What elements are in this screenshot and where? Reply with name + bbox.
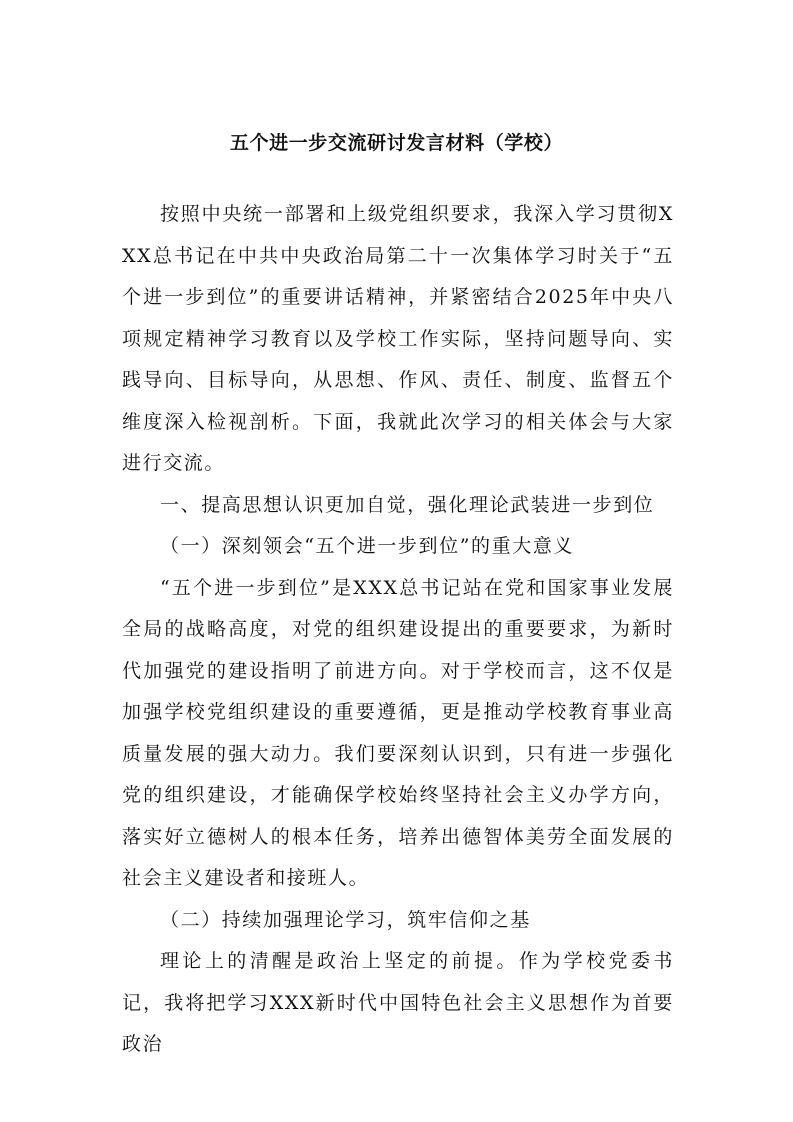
subsection-1-paragraph: “五个进一步到位”是XXX总书记站在党和国家事业发展全局的战略高度，对党的组织建设提出的重要要求，为新时代加强党的建设指明了前进方向。对于学校而言，这不仅是加强学校党组织建设的重要遵循，更是推动学校教育事业高质量发展的强大动力。我们要深刻认识到，只有进一步强化党的组织建设，才能确保学校始终坚持社会主义办学方向，落实好立德树人的根本任务，培养出德智体美劳全面发展的社会主义建设者和接班人。 xyxy=(122,576,674,889)
intro-paragraph: 按照中央统一部署和上级党组织要求，我深入学习贯彻XXX总书记在中共中央政治局第二十一次集体学习时关于“五个进一步到位”的重要讲话精神，并紧密结合2025年中央八项规定精神学习教育以及学校工作实际，坚持问题导向、实践导向、目标导向，从思想、作风、责任、制度、监督五个维度深入检视剖析。下面，我就此次学习的相关体会与大家进行交流。 xyxy=(122,203,674,474)
subsection-2-heading: （二）持续加强理论学习，筑牢信仰之基 xyxy=(160,908,531,931)
subsection-1-heading: （一）深刻领会“五个进一步到位”的重大意义 xyxy=(160,535,575,557)
section-1-heading: 一、提高思想认识更加自觉，强化理论武装进一步到位 xyxy=(160,493,655,516)
document-body xyxy=(122,194,674,1066)
subsection-2-paragraph: 理论上的清醒是政治上坚定的前提。作为学校党委书记，我将把学习XXX新时代中国特色社会主义思想作为首要政治 xyxy=(122,950,674,1055)
document-title: 五个进一步交流研讨发言材料（学校） xyxy=(229,132,564,154)
